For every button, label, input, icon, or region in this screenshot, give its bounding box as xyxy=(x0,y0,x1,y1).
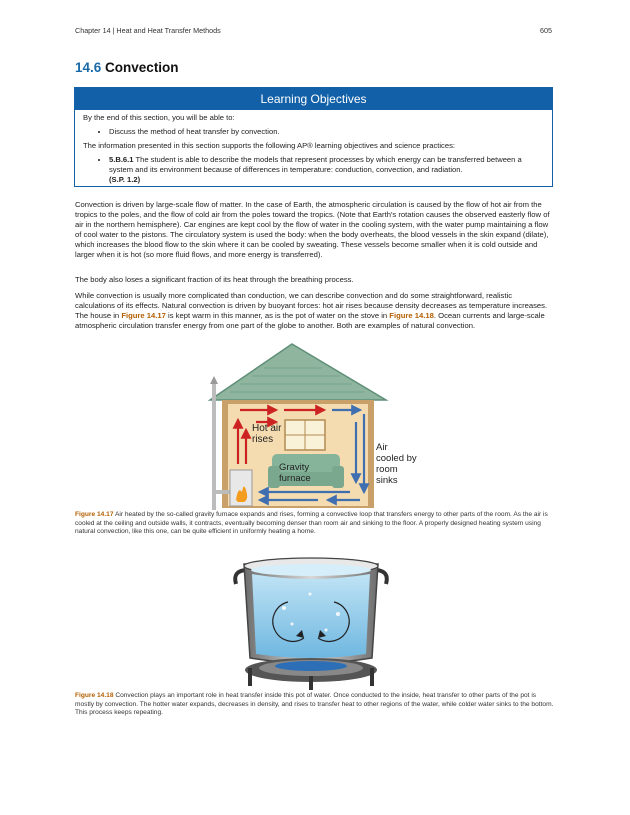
caption-label-14-17: Figure 14.17 xyxy=(75,511,114,518)
section-number: 14.6 xyxy=(75,60,102,75)
learning-objectives-heading: Learning Objectives xyxy=(75,88,552,110)
p3-text-b: is kept warm in this manner, as is the pot of water on the stove in xyxy=(165,311,390,320)
ap-code: 5.B.6.1 xyxy=(109,155,134,164)
objectives-intro: By the end of this section, you will be able to: xyxy=(83,113,235,122)
objective-item: • Discuss the method of heat transfer by convection. xyxy=(109,127,544,137)
paragraph-2: The body also loses a significant fraction of its heat through the breathing process. xyxy=(75,275,354,284)
figure-14-17-link[interactable]: Figure 14.17 xyxy=(121,311,166,320)
figure-14-18-caption xyxy=(75,692,555,718)
house-convection-figure xyxy=(200,342,440,512)
label-hot-air-rises: Hot air rises xyxy=(252,423,282,445)
ap-objective-item xyxy=(109,155,544,185)
section-name: Convection xyxy=(105,60,179,75)
p3-text-a: While convection is usually more complicated than conduction, we can describe convection and do some straightforward, realistic calculations of its effects. Natural convection is driven by buoyant forces: hot air rises because density decreases as temperature increases. The house in xyxy=(75,291,548,320)
pot-convection-figure xyxy=(226,544,396,692)
chapter-header: Chapter 14 | Heat and Heat Transfer Methods xyxy=(75,26,221,35)
ap-objectives-list xyxy=(83,155,544,185)
ap-practice: (S.P. 1.2) xyxy=(109,175,141,184)
page-number: 605 xyxy=(540,26,552,35)
paragraph-1: Convection is driven by large-scale flow of matter. In the case of Earth, the atmospheric circulation is caused by the flow of hot air from the tropics to the poles, and the flow of cold air from the poles toward the tropics. (Note that Earth's rotation causes the observed easterly flow of air in the northern hemisphere). Car engines are kept cool by the flow of water in the cooling system, with the water pump maintaining a flow of cool water to the pistons. The circulatory system is used the body: when the body overheats, the blood vessels in the skin expand (dilate), which increases the blood flow to the skin where it can be cooled by sweating. These vessels become smaller when it is cold outside and larger when it is hot (so more fluid flows, and more energy is transferred). xyxy=(75,200,550,259)
label-air-cooled-sinks: Air cooled by room sinks xyxy=(376,442,417,486)
ap-intro: The information presented in this section supports the following AP® learning objectives and science practices: xyxy=(83,141,455,150)
caption-label-14-18: Figure 14.18 xyxy=(75,692,114,699)
water xyxy=(252,574,370,658)
figure-14-18-link[interactable]: Figure 14.18 xyxy=(389,311,434,320)
label-gravity-furnace: Gravity furnace xyxy=(279,462,311,484)
objectives-list xyxy=(83,127,544,137)
learning-objectives-box xyxy=(74,87,553,187)
p3-text-c: . Ocean currents and large-scale atmospheric circulation transfer energy from one part of the globe to another. Both are examples of natural convection. xyxy=(75,311,545,330)
caption-text-14-17: Air heated by the so-called gravity furnace expands and rises, forming a convective loop that transfers energy to other parts of the room. As the air is cooled at the ceiling and outside walls, it contracts, eventually becoming denser than room air and sinking to the floor. A properly designed heating system using natural convection, like this one, can be quite efficient in uniformly heating a home. xyxy=(75,511,548,536)
section-title xyxy=(75,60,179,75)
ap-text: The student is able to describe the models that represent processes by which energy can be transferred between a system and its environment because of differences in temperature: conduction, convection, and radiation. xyxy=(109,155,522,174)
roof xyxy=(210,344,386,400)
caption-text-14-18: Convection plays an important role in heat transfer inside this pot of water. Once conducted to the inside, heat transfer to other parts of the pot is mostly by convection. The hotter water expands, decreases in density, and rises to transfer heat to other regions of the water, while colder water sinks to the bottom. This process keeps repeating. xyxy=(75,692,554,717)
paragraph-3 xyxy=(75,291,553,331)
figure-14-17-caption xyxy=(75,511,555,537)
